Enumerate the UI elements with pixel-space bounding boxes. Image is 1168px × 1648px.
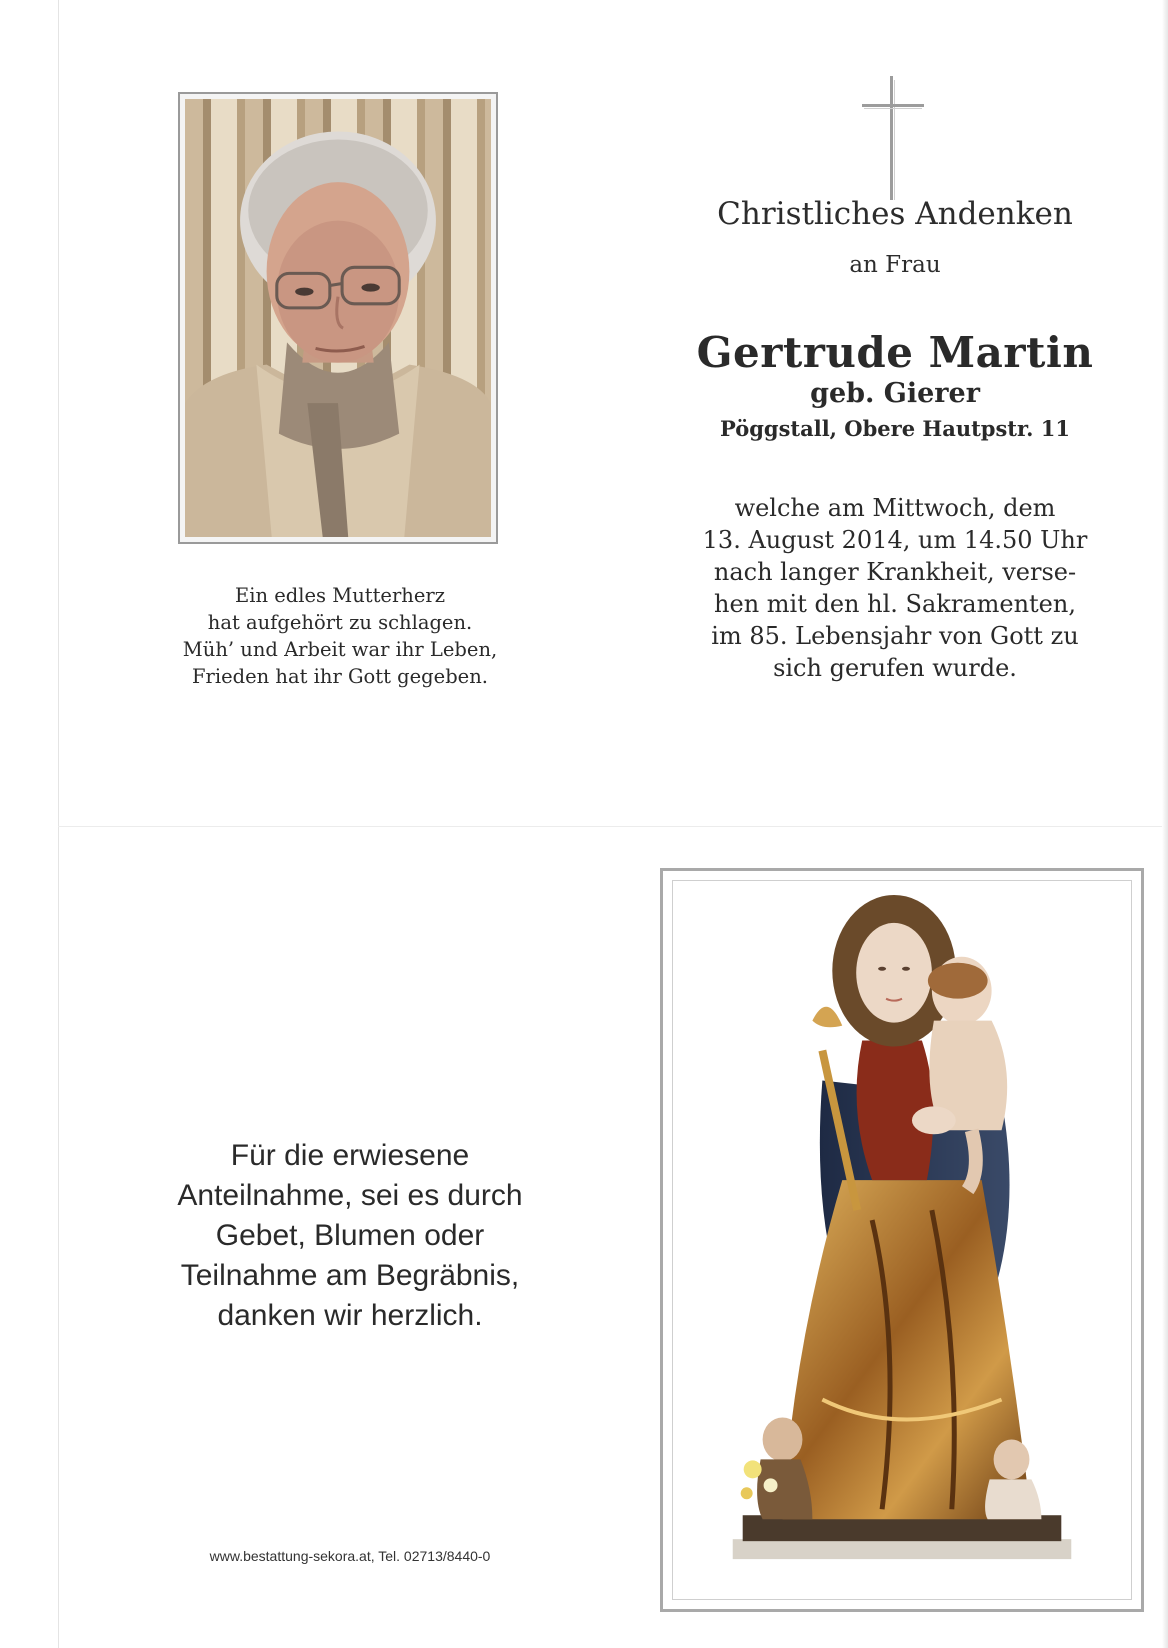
funeral-home-contact: www.bestattung-sekora.at, Tel. 02713/8440-0 bbox=[209, 1548, 491, 1564]
death-notice-line: im 85. Lebensjahr von Gott zu bbox=[711, 622, 1079, 650]
thanks-line: Gebet, Blumen oder bbox=[215, 1219, 485, 1252]
address: Pöggstall, Obere Hautpstr. 11 bbox=[720, 416, 1070, 441]
portrait-photo bbox=[185, 99, 491, 537]
death-notice-line: hen mit den hl. Sakramenten, bbox=[714, 590, 1076, 618]
verse-line: Müh’ und Arbeit war ihr Leben, bbox=[182, 638, 498, 661]
verse-line: hat aufgehört zu schlagen. bbox=[207, 611, 473, 634]
salutation: an Frau bbox=[849, 252, 941, 278]
deceased-name: Gertrude Martin bbox=[696, 328, 1094, 377]
fold-line bbox=[58, 826, 1168, 827]
thanks-line: danken wir herzlich. bbox=[217, 1299, 483, 1332]
portrait-photo-frame bbox=[178, 92, 498, 544]
thanks-line: Für die erwiesene bbox=[230, 1139, 470, 1172]
page-shadow bbox=[1162, 0, 1168, 1648]
thanks-line: Teilnahme am Begräbnis, bbox=[180, 1259, 520, 1292]
thanks-line: Anteilnahme, sei es durch bbox=[177, 1179, 523, 1212]
page-edge bbox=[58, 0, 59, 1648]
madonna-statue-illustration bbox=[673, 881, 1131, 1599]
verse-line: Ein edles Mutterherz bbox=[235, 584, 445, 607]
death-notice-line: welche am Mittwoch, dem bbox=[734, 494, 1056, 522]
memorial-verse bbox=[160, 582, 520, 690]
verse-line: Frieden hat ihr Gott gegeben. bbox=[192, 665, 488, 688]
death-notice bbox=[690, 492, 1100, 684]
death-notice-line: nach langer Krankheit, verse- bbox=[713, 558, 1077, 586]
thanks-message bbox=[130, 1136, 570, 1336]
portrait-illustration bbox=[185, 99, 491, 537]
maiden-name: geb. Gierer bbox=[810, 378, 980, 409]
death-notice-line: 13. August 2014, um 14.50 Uhr bbox=[702, 526, 1088, 554]
madonna-picture-frame bbox=[660, 868, 1144, 1612]
madonna-picture bbox=[672, 880, 1132, 1600]
death-notice-line: sich gerufen wurde. bbox=[773, 654, 1017, 682]
memorial-heading: Christliches Andenken bbox=[717, 196, 1073, 232]
cross-icon bbox=[862, 76, 924, 200]
